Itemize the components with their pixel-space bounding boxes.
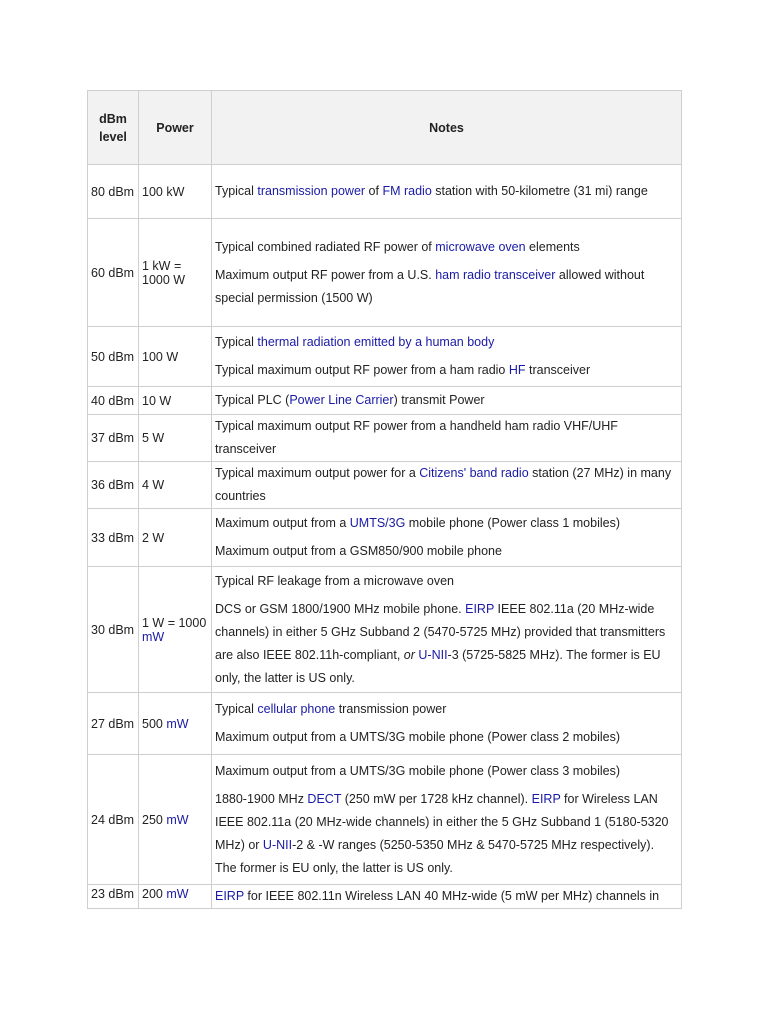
cell-dbm-level: 23 dBm [88, 885, 139, 909]
table-body [88, 165, 682, 909]
header-dbm-level: dBm level [88, 91, 139, 165]
table-row [88, 165, 682, 219]
note-paragraph: Typical PLC (Power Line Carrier) transmit Power [215, 393, 485, 407]
header-power: Power [139, 91, 212, 165]
cell-notes [212, 509, 682, 567]
cell-notes [212, 462, 682, 509]
header-row [88, 91, 682, 165]
note-paragraph: Maximum output from a UMTS/3G mobile phone (Power class 1 mobiles) [215, 516, 621, 530]
note-link[interactable]: thermal radiation emitted by a human body [257, 335, 495, 349]
table-row [88, 755, 682, 885]
note-link[interactable]: Power Line Carrier [289, 393, 394, 407]
cell-power: 1 kW = 1000 W [139, 219, 212, 327]
cell-notes [212, 693, 682, 755]
cell-notes [212, 165, 682, 219]
cell-notes [212, 387, 682, 415]
note-link[interactable]: FM radio [382, 184, 432, 198]
table-row [88, 219, 682, 327]
power-unit-link[interactable]: mW [166, 887, 189, 901]
note-paragraph: EIRP for IEEE 802.11n Wireless LAN 40 MHz-wide (5 mW per MHz) channels in [215, 889, 660, 903]
cell-notes [212, 415, 682, 462]
dbm-power-table [87, 90, 682, 909]
table-row [88, 327, 682, 387]
note-link[interactable]: transmission power [257, 184, 366, 198]
note-paragraph: Maximum output from a UMTS/3G mobile phone (Power class 2 mobiles) [215, 730, 621, 744]
note-paragraph: Typical transmission power of FM radio station with 50-kilometre (31 mi) range [215, 184, 648, 198]
note-paragraph: Typical combined radiated RF power of microwave oven elements [215, 239, 580, 254]
cell-dbm-level: 33 dBm [88, 509, 139, 567]
cell-dbm-level: 40 dBm [88, 387, 139, 415]
note-link[interactable]: DECT [307, 791, 342, 806]
note-link[interactable]: EIRP [531, 791, 561, 806]
note-link[interactable]: EIRP [215, 889, 244, 903]
power-unit-link[interactable]: mW [166, 716, 189, 731]
note-paragraph: Typical maximum output RF power from a ham radio HF transceiver [215, 363, 591, 377]
cell-power: 100 kW [139, 165, 212, 219]
cell-dbm-level: 37 dBm [88, 415, 139, 462]
cell-dbm-level: 80 dBm [88, 165, 139, 219]
note-link[interactable]: ham radio transceiver [435, 267, 556, 282]
note-link[interactable]: EIRP [465, 601, 495, 616]
cell-power: 100 W [139, 327, 212, 387]
note-link[interactable]: U-NII [262, 837, 293, 852]
cell-power: 250 mW [139, 755, 212, 885]
note-paragraph: 1880-1900 MHz DECT (250 mW per 1728 kHz channel). EIRP for Wireless LAN IEEE 802.11a (20 MHz-wide channels) in either the 5 GHz Subband 1 (5180-5320 MHz) or U-NII-2 & -W ranges (5250-5350 MHz & 5470-5725 MHz respectively). The former is EU only, the latter is US only. [215, 791, 669, 875]
cell-notes [212, 327, 682, 387]
table-row [88, 509, 682, 567]
cell-power: 500 mW [139, 693, 212, 755]
note-link[interactable]: cellular phone [257, 702, 336, 716]
cell-power: 1 W = 1000 mW [139, 567, 212, 693]
note-paragraph: Maximum output from a UMTS/3G mobile phone (Power class 3 mobiles) [215, 763, 621, 778]
note-paragraph: DCS or GSM 1800/1900 MHz mobile phone. EIRP IEEE 802.11a (20 MHz-wide channels) in either 5 GHz Subband 2 (5470-5725 MHz) provided that transmitters are also IEEE 802.11h-compliant, or U-NII-3 (5725-5825 MHz). The former is EU only, the latter is US only. [215, 601, 666, 685]
table-row [88, 387, 682, 415]
cell-notes [212, 219, 682, 327]
note-paragraph: Maximum output from a GSM850/900 mobile phone [215, 544, 502, 558]
header-notes: Notes [212, 91, 682, 165]
cell-dbm-level: 24 dBm [88, 755, 139, 885]
note-paragraph: Typical cellular phone transmission power [215, 702, 447, 716]
cell-dbm-level: 27 dBm [88, 693, 139, 755]
note-link[interactable]: microwave oven [435, 239, 526, 254]
power-unit-link[interactable]: mW [166, 812, 189, 827]
table-row [88, 693, 682, 755]
cell-power: 200 mW [139, 885, 212, 909]
cell-dbm-level: 60 dBm [88, 219, 139, 327]
note-emphasis: or [403, 647, 415, 662]
cell-power: 5 W [139, 415, 212, 462]
table-row [88, 415, 682, 462]
table-row [88, 885, 682, 909]
note-link[interactable]: HF [508, 363, 526, 377]
note-paragraph: Typical RF leakage from a microwave oven [215, 573, 454, 588]
note-paragraph: Typical thermal radiation emitted by a human body [215, 335, 495, 349]
cell-power: 2 W [139, 509, 212, 567]
note-paragraph: Typical maximum output RF power from a handheld ham radio VHF/UHF transceiver [215, 419, 618, 456]
cell-notes [212, 755, 682, 885]
note-paragraph: Typical maximum output power for a Citizens' band radio station (27 MHz) in many countries [215, 466, 672, 503]
cell-power: 4 W [139, 462, 212, 509]
table-row [88, 567, 682, 693]
table-row [88, 462, 682, 509]
cell-notes [212, 885, 682, 909]
cell-power: 10 W [139, 387, 212, 415]
note-link[interactable]: Citizens' band radio [419, 466, 529, 480]
cell-notes [212, 567, 682, 693]
note-link[interactable]: UMTS/3G [349, 516, 406, 530]
cell-dbm-level: 36 dBm [88, 462, 139, 509]
note-link[interactable]: U-NII [418, 647, 448, 662]
cell-dbm-level: 50 dBm [88, 327, 139, 387]
note-paragraph: Maximum output RF power from a U.S. ham radio transceiver allowed without special permission (1500 W) [215, 267, 645, 305]
cell-dbm-level: 30 dBm [88, 567, 139, 693]
power-unit-link[interactable]: mW [142, 629, 165, 644]
